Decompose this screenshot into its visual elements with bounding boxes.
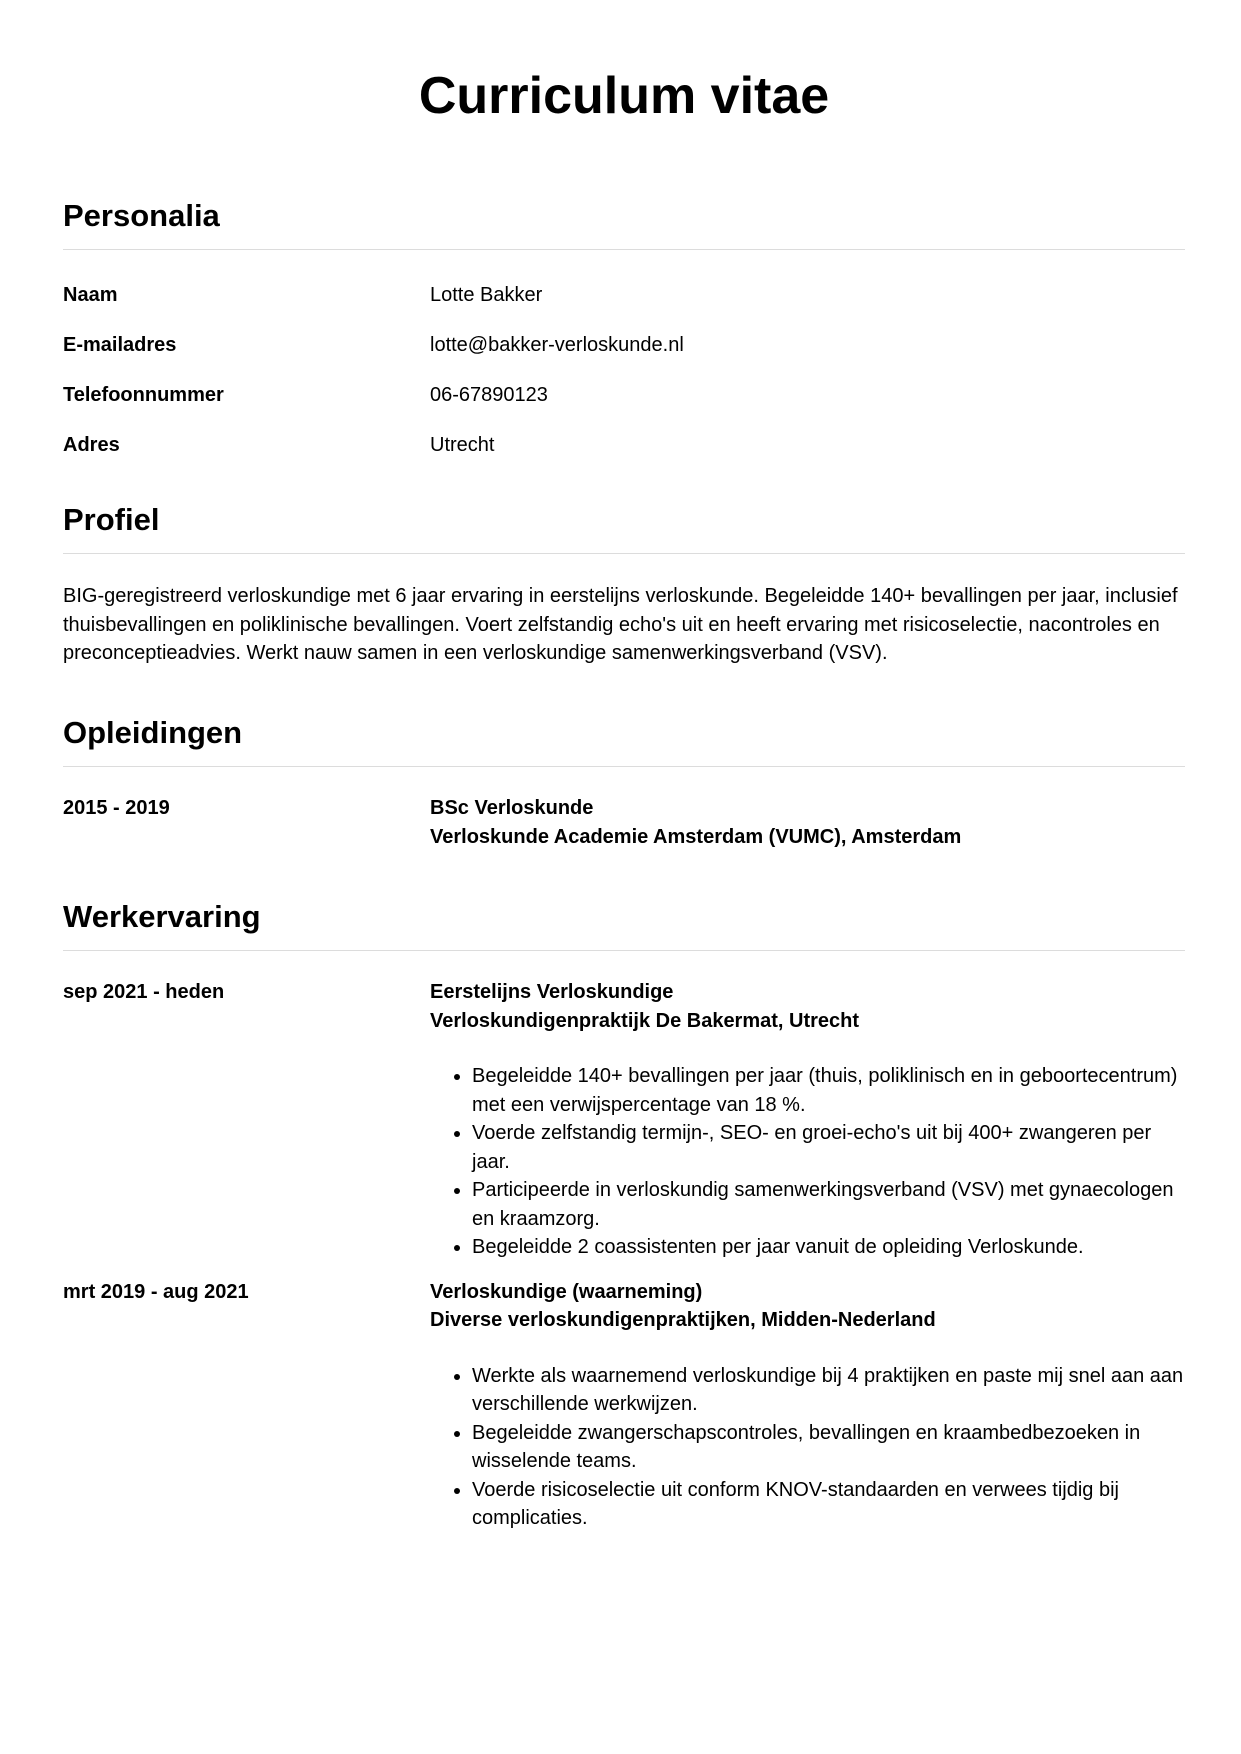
personalia-row-naam — [63, 283, 1185, 333]
werkervaring-section — [63, 897, 1185, 1533]
field-label: Adres — [63, 434, 120, 456]
job-bullet: • Werkte als waarnemend verloskundige bij 4 praktijken en paste mij snel aan aan verschillende werkwijzen. — [472, 1362, 1185, 1419]
job-period: mrt 2019 - aug 2021 — [63, 1280, 249, 1303]
field-value: Utrecht — [430, 434, 495, 456]
job-period: sep 2021 - heden — [63, 981, 225, 1003]
document-title: Curriculum vitae — [418, 67, 830, 125]
werkervaring-heading: Werkervaring — [63, 897, 1185, 951]
profiel-heading: Profiel — [63, 500, 1185, 554]
field-value: 06-67890123 — [430, 384, 548, 406]
job-organization: Diverse verloskundigenpraktijken, Midden-Nederland — [430, 1309, 936, 1331]
education-body — [430, 794, 1185, 851]
field-value: lotte@bakker-verloskunde.nl — [430, 334, 684, 356]
job-entry — [63, 1278, 1185, 1533]
job-organization: Verloskundigenpraktijk De Bakermat, Utrecht — [430, 1009, 860, 1032]
job-entry — [63, 978, 1185, 1262]
profile-text: BIG-geregistreerd verloskundige met 6 jaar ervaring in eerstelijns verloskunde. Begeleidde 140+ bevallingen per jaar, inclusief thuisbevallingen en poliklinische bevallingen. Voert zelfstandig echo's uit en heeft ervaring met risicoselectie, nacontroles en preconceptieadvies. Werkt nauw samen in een verloskundige samenwerkingsverband (VSV). — [63, 585, 1178, 664]
job-bullet: • Begeleidde 140+ bevallingen per jaar (thuis, poliklinisch en in geboortecentrum) met een verwijspercentage van 18 %. — [472, 1062, 1185, 1119]
job-body — [430, 1278, 1185, 1533]
job-body — [430, 978, 1185, 1262]
job-title: Eerstelijns Verloskundige — [430, 981, 674, 1003]
opleidingen-heading: Opleidingen — [63, 713, 1185, 767]
personalia-row-email — [63, 333, 1185, 383]
profiel-section — [63, 500, 1185, 668]
job-bullet-list — [430, 1362, 1185, 1533]
personalia-row-adres — [63, 433, 1185, 483]
education-period: 2015 - 2019 — [63, 797, 170, 819]
personalia-heading: Personalia — [63, 196, 1185, 250]
education-entry — [63, 794, 1185, 851]
personalia-row-telefoon — [63, 383, 1185, 433]
job-bullet: • Voerde zelfstandig termijn-, SEO- en groei-echo's uit bij 400+ zwangeren per jaar. — [472, 1119, 1185, 1176]
field-label: Telefoonnummer — [63, 384, 224, 406]
education-institution: Verloskunde Academie Amsterdam (VUMC), Amsterdam — [430, 825, 962, 848]
job-bullet: • Voerde risicoselectie uit conform KNOV-standaarden en verwees tijdig bij complicaties. — [472, 1476, 1185, 1533]
field-label: Naam — [63, 284, 118, 306]
job-bullet-list — [430, 1062, 1185, 1262]
field-value: Lotte Bakker — [430, 284, 543, 306]
opleidingen-section — [63, 713, 1185, 851]
job-bullet: • Begeleidde zwangerschapscontroles, bevallingen en kraambedbezoeken in wisselende teams. — [472, 1419, 1185, 1476]
personalia-section — [63, 196, 1185, 483]
field-label: E-mailadres — [63, 334, 177, 356]
job-bullet: • Participeerde in verloskundig samenwerkingsverband (VSV) met gynaecologen en kraamzorg. — [472, 1176, 1185, 1233]
education-title: BSc Verloskunde — [430, 797, 594, 819]
job-title: Verloskundige (waarneming) — [430, 1280, 703, 1303]
job-bullet: • Begeleidde 2 coassistenten per jaar vanuit de opleiding Verloskunde. — [472, 1233, 1185, 1262]
